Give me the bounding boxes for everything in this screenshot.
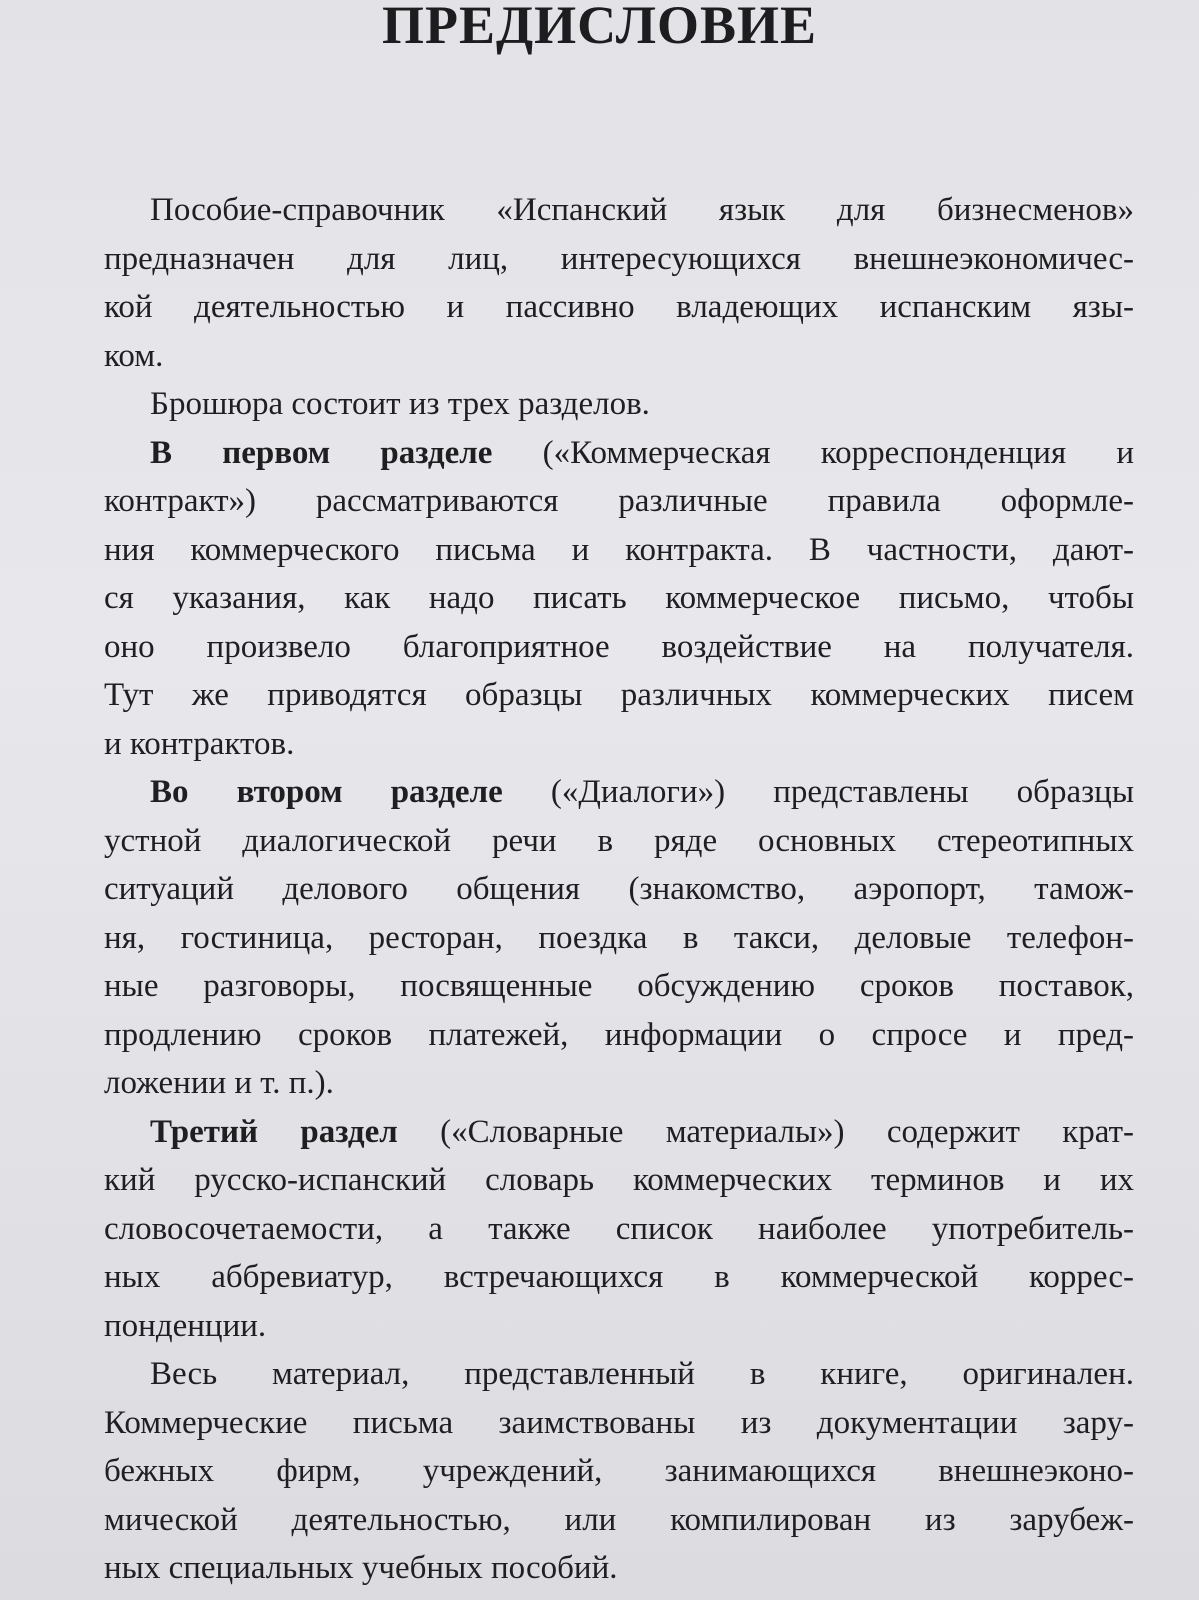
line-text: устной диалогической речи в ряде основных стереотипных xyxy=(104,822,1134,859)
line-text: оно произвело благоприятное воздействие на получателя. xyxy=(104,628,1134,665)
text-line xyxy=(104,1544,1134,1593)
text-line xyxy=(104,671,1134,720)
text-line xyxy=(104,768,1134,817)
line-text: ситуаций делового общения (знакомство, аэропорт, тамож- xyxy=(104,871,1134,907)
line-text: ня, гостиница, ресторан, поездка в такси, деловые телефон- xyxy=(104,919,1134,956)
text-line xyxy=(104,962,1134,1011)
line-text: кий русско-испанский словарь коммерческих терминов и их xyxy=(104,1162,1134,1198)
text-line xyxy=(104,186,1134,235)
text-line xyxy=(104,914,1134,963)
text-line xyxy=(104,1108,1134,1157)
text-line xyxy=(104,1496,1134,1545)
paragraph xyxy=(104,1108,1134,1351)
line-text: словосочетаемости, а также список наиболее употребитель- xyxy=(104,1210,1134,1247)
text-line xyxy=(104,332,1134,381)
line-text: предназначен для лиц, интересующихся внешнеэкономичес- xyxy=(104,240,1134,277)
text-line xyxy=(104,235,1134,284)
text-line xyxy=(104,1253,1134,1302)
text-line xyxy=(104,1156,1134,1205)
line-text: продлению сроков платежей, информации о спросе и пред- xyxy=(104,1016,1134,1053)
text-line xyxy=(104,1350,1134,1399)
line-text: ные разговоры, посвященные обсуждению сроков поставок, xyxy=(104,968,1134,1004)
line-text: Тут же приводятся образцы различных коммерческих писем xyxy=(104,677,1134,713)
section-label: Во втором разделе xyxy=(150,774,503,810)
line-text: ных аббревиатур, встречающихся в коммерческой коррес- xyxy=(104,1259,1134,1295)
line-text: мической деятельностью, или компилирован из зарубеж- xyxy=(104,1501,1134,1538)
paragraph xyxy=(104,429,1134,769)
section-label: Третий раздел xyxy=(150,1113,398,1150)
section-label: В первом разделе xyxy=(150,434,493,471)
paragraph xyxy=(104,380,1134,429)
line-text: Пособие-справочник «Испанский язык для бизнесменов» xyxy=(150,192,1134,228)
text-line xyxy=(104,380,1134,429)
paragraph xyxy=(104,768,1134,1108)
text-line xyxy=(104,1205,1134,1254)
line-text: Весь материал, представленный в книге, оригинален. xyxy=(150,1356,1134,1392)
text-line xyxy=(104,1302,1134,1351)
line-text: бежных фирм, учреждений, занимающихся внешнеэконо- xyxy=(104,1453,1134,1489)
text-line xyxy=(104,1059,1134,1108)
line-text: ся указания, как надо писать коммерческое письмо, чтобы xyxy=(104,580,1134,616)
text-line xyxy=(104,1447,1134,1496)
text-line xyxy=(104,720,1134,769)
text-line xyxy=(104,1399,1134,1448)
line-text: Брошюра состоит из трех разделов. xyxy=(150,386,650,422)
text-line xyxy=(104,526,1134,575)
text-line xyxy=(104,1011,1134,1060)
line-text: кой деятельностью и пассивно владеющих испанским язы- xyxy=(104,289,1134,325)
text-line xyxy=(104,817,1134,866)
text-line xyxy=(104,574,1134,623)
text-line xyxy=(104,429,1134,478)
line-text: («Коммерческая корреспонденция и xyxy=(492,434,1134,471)
body-text xyxy=(104,186,1134,1593)
paragraph xyxy=(104,186,1134,380)
text-line xyxy=(104,477,1134,526)
paragraph xyxy=(104,1350,1134,1593)
text-line xyxy=(104,865,1134,914)
line-text: понденции. xyxy=(104,1307,267,1344)
page-title: ПРЕДИСЛОВИЕ xyxy=(381,0,818,55)
line-text: («Словарные материалы») содержит крат- xyxy=(397,1113,1134,1150)
line-text: ния коммерческого письма и контракта. В частности, дают- xyxy=(104,531,1134,568)
line-text: и контрактов. xyxy=(104,725,295,762)
text-line xyxy=(104,623,1134,672)
line-text: ком. xyxy=(104,337,164,374)
line-text: ложении и т. п.). xyxy=(104,1065,334,1101)
line-text: контракт») рассматриваются различные правила оформле- xyxy=(104,483,1134,519)
line-text: («Диалоги») представлены образцы xyxy=(502,774,1134,810)
text-line xyxy=(104,283,1134,332)
line-text: ных специальных учебных пособий. xyxy=(104,1550,618,1586)
line-text: Коммерческие письма заимствованы из документации зару- xyxy=(104,1404,1134,1441)
